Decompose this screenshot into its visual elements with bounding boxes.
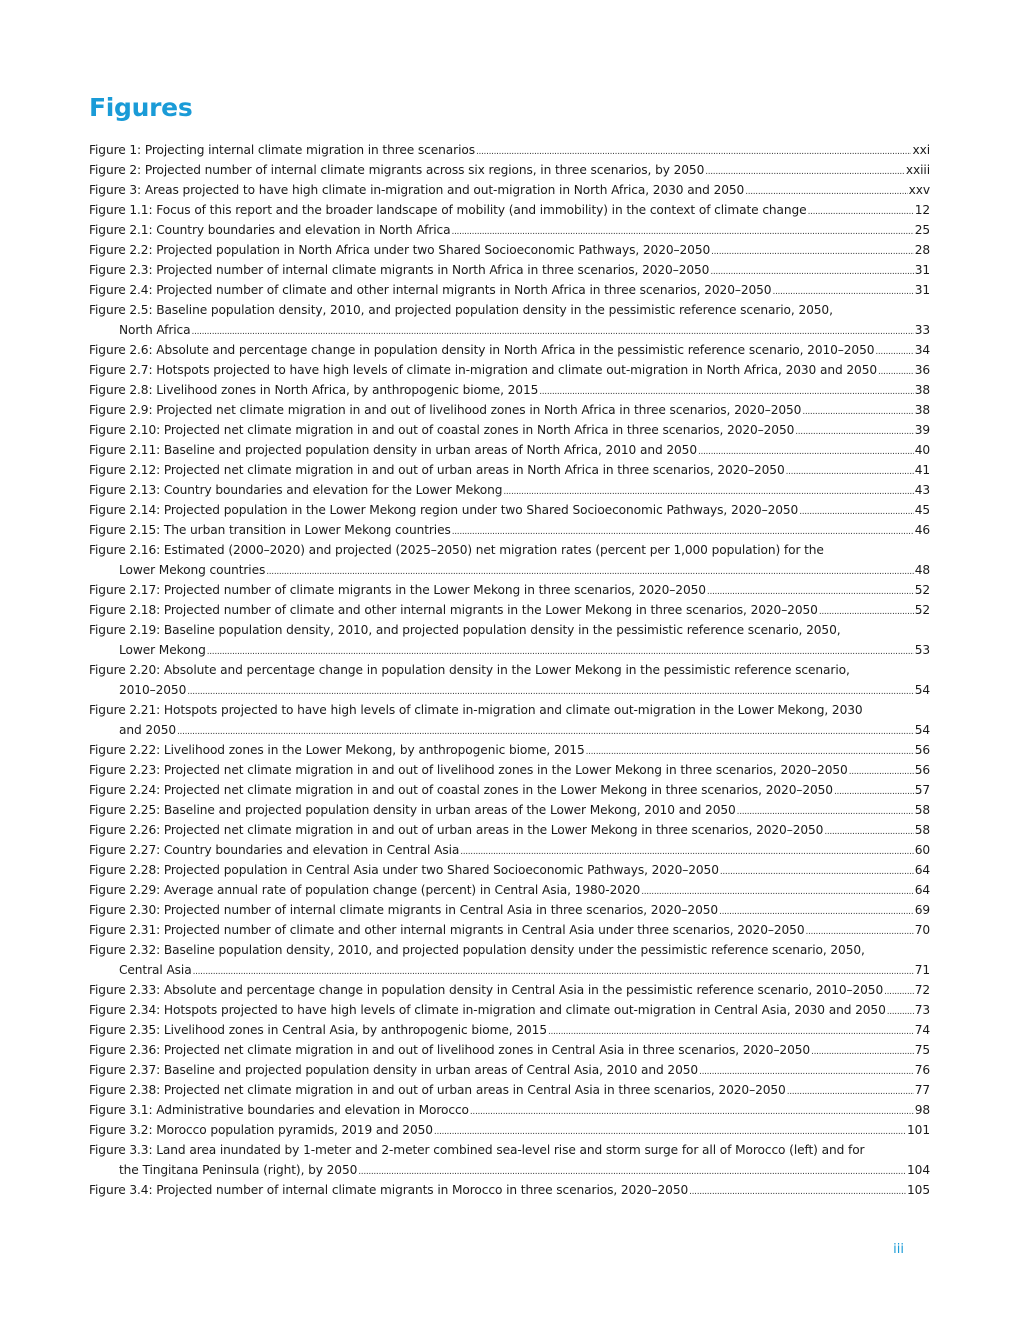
- dot-leader: [434, 1120, 906, 1142]
- figure-page-number: 36: [914, 363, 930, 377]
- figure-entry[interactable]: [89, 1040, 930, 1060]
- figure-entry[interactable]: [89, 300, 930, 340]
- figure-title: Figure 2.26: Projected net climate migration in and out of urban areas in the Lower Mekong in three scenarios, 2020–2050: [89, 823, 824, 837]
- dot-leader: [539, 380, 913, 402]
- figure-entry[interactable]: [89, 260, 930, 280]
- dot-leader: [193, 960, 914, 982]
- figure-title: Figure 2.31: Projected number of climate and other internal migrants in Central Asia under three scenarios, 2020–2050: [89, 923, 805, 937]
- dot-leader: [795, 420, 913, 442]
- figure-title: Figure 2.14: Projected population in the Lower Mekong region under two Shared Socioeconomic Pathways, 2020–2050: [89, 503, 799, 517]
- figure-page-number: xxi: [912, 143, 930, 157]
- figure-title: Figure 1.1: Focus of this report and the broader landscape of mobility (and immobility) in the context of climate change: [89, 203, 807, 217]
- figure-title: Figure 3.3: Land area inundated by 1-meter and 2-meter combined sea-level rise and storm surge for all of Morocco (left) and for: [89, 1143, 865, 1157]
- figure-entry[interactable]: [89, 920, 930, 940]
- figure-page-number: 76: [914, 1063, 930, 1077]
- figure-title: Lower Mekong: [119, 643, 206, 657]
- dot-leader: [802, 400, 913, 422]
- figure-entry[interactable]: [89, 880, 930, 900]
- figure-entry[interactable]: [89, 1000, 930, 1020]
- figure-page-number: 64: [914, 883, 930, 897]
- figure-entry[interactable]: [89, 1020, 930, 1040]
- figure-page-number: 33: [914, 323, 930, 337]
- figure-title: Figure 2.38: Projected net climate migration in and out of urban areas in Central Asia in three scenarios, 2020–2050: [89, 1083, 786, 1097]
- dot-leader: [887, 1000, 914, 1022]
- figure-page-number: 64: [914, 863, 930, 877]
- figure-page-number: 38: [914, 403, 930, 417]
- dot-leader: [460, 840, 913, 862]
- dot-leader: [772, 280, 913, 302]
- figure-title: Figure 2.11: Baseline and projected population density in urban areas of North Africa, 2010 and 2050: [89, 443, 697, 457]
- figure-title: Figure 3.1: Administrative boundaries and elevation in Morocco: [89, 1103, 469, 1117]
- dot-leader: [849, 760, 914, 782]
- figure-title: Figure 2.25: Baseline and projected population density in urban areas of the Lower Mekong, 2010 and 2050: [89, 803, 736, 817]
- figure-title: Figure 2.19: Baseline population density, 2010, and projected population density in the pessimistic reference scenario, 2050,: [89, 623, 841, 637]
- dot-leader: [884, 980, 914, 1002]
- figure-page-number: 75: [914, 1043, 930, 1057]
- figure-title: Figure 3.2: Morocco population pyramids, 2019 and 2050: [89, 1123, 433, 1137]
- figure-entry[interactable]: [89, 660, 930, 700]
- figure-title: Figure 2.16: Estimated (2000–2020) and projected (2025–2050) net migration rates (percent per 1,000 population) for the: [89, 543, 824, 557]
- figure-title: Figure 2.32: Baseline population density, 2010, and projected population density under the pessimistic reference scenario, 2050,: [89, 943, 865, 957]
- figure-entry[interactable]: [89, 220, 930, 240]
- figure-page-number: 72: [914, 983, 930, 997]
- dot-leader: [207, 640, 914, 662]
- figure-page-number: 98: [914, 1103, 930, 1117]
- figure-entry[interactable]: [89, 200, 930, 220]
- figure-page-number: 104: [907, 1163, 930, 1177]
- dot-leader: [503, 480, 913, 502]
- figure-entry[interactable]: [89, 500, 930, 520]
- figure-page-number: 12: [914, 203, 930, 217]
- figure-entry[interactable]: [89, 280, 930, 300]
- figure-page-number: 54: [914, 683, 930, 697]
- figure-title: Figure 2.20: Absolute and percentage change in population density in the Lower Mekong in the pessimistic reference scenario,: [89, 663, 850, 677]
- figure-title: Figure 2.7: Hotspots projected to have high levels of climate in-migration and climate out-migration in North Africa, 2030 and 2050: [89, 363, 878, 377]
- figure-page-number: 39: [914, 423, 930, 437]
- figure-title: Figure 2.21: Hotspots projected to have high levels of climate in-migration and climate out-migration in the Lower Mekong, 2030: [89, 703, 863, 717]
- dot-leader: [266, 560, 913, 582]
- figure-page-number: 101: [907, 1123, 930, 1137]
- figure-title: Figure 3: Areas projected to have high climate in-migration and out-migration in North Africa, 2030 and 2050: [89, 183, 745, 197]
- figure-page-number: 54: [914, 723, 930, 737]
- figure-title: Figure 1: Projecting internal climate migration in three scenarios: [89, 143, 475, 157]
- figure-entry[interactable]: [89, 460, 930, 480]
- figure-title: Figure 2.34: Hotspots projected to have high levels of climate in-migration and climate out-migration in Central Asia, 2030 and 2050: [89, 1003, 886, 1017]
- figure-title: Figure 3.4: Projected number of internal climate migrants in Morocco in three scenarios, 2020–2050: [89, 1183, 689, 1197]
- figure-entry[interactable]: [89, 160, 930, 180]
- dot-leader: [745, 180, 907, 202]
- page-number: iii: [893, 1242, 904, 1257]
- dot-leader: [811, 1040, 914, 1062]
- figure-entry[interactable]: [89, 480, 930, 500]
- figure-title: Figure 2.2: Projected population in North Africa under two Shared Socioeconomic Pathways, 2020–2050: [89, 243, 711, 257]
- dot-leader: [819, 600, 914, 622]
- figure-page-number: xxiii: [905, 163, 930, 177]
- figure-title: Figure 2.36: Projected net climate migration in and out of livelihood zones in Central Asia in three scenarios, 2020–2050: [89, 1043, 811, 1057]
- figure-entry[interactable]: [89, 620, 930, 660]
- figure-entry[interactable]: [89, 1060, 930, 1080]
- figure-title: Figure 2.22: Livelihood zones in the Lower Mekong, by anthropogenic biome, 2015: [89, 743, 585, 757]
- figure-title: Central Asia: [119, 963, 192, 977]
- dot-leader: [187, 680, 913, 702]
- figure-entry[interactable]: [89, 400, 930, 420]
- dot-leader: [192, 320, 914, 342]
- figure-title: 2010–2050: [119, 683, 187, 697]
- figure-title: Figure 2.18: Projected number of climate and other internal migrants in the Lower Mekong in three scenarios, 2020–2050: [89, 603, 818, 617]
- dot-leader: [177, 720, 914, 742]
- figure-page-number: 73: [914, 1003, 930, 1017]
- figure-entry[interactable]: [89, 240, 930, 260]
- figure-page-number: 40: [914, 443, 930, 457]
- figure-page-number: 34: [914, 343, 930, 357]
- figure-title: Figure 2.30: Projected number of internal climate migrants in Central Asia in three scenarios, 2020–2050: [89, 903, 719, 917]
- dot-leader: [641, 880, 913, 902]
- figure-entry[interactable]: [89, 780, 930, 800]
- figure-page-number: 38: [914, 383, 930, 397]
- figure-entry[interactable]: [89, 940, 930, 980]
- figure-title: Figure 2.9: Projected net climate migration in and out of livelihood zones in North Africa in three scenarios, 2020–2050: [89, 403, 802, 417]
- dot-leader: [470, 1100, 914, 1122]
- figure-entry[interactable]: [89, 540, 930, 580]
- dot-leader: [711, 240, 914, 262]
- figure-page-number: 48: [914, 563, 930, 577]
- figure-entry[interactable]: [89, 1120, 930, 1140]
- figure-entry[interactable]: [89, 980, 930, 1000]
- dot-leader: [452, 520, 914, 542]
- figure-entry[interactable]: [89, 820, 930, 840]
- figure-title: Figure 2.33: Absolute and percentage change in population density in Central Asia in the pessimistic reference scenario, 2010–2050: [89, 983, 884, 997]
- figure-title: Figure 2.27: Country boundaries and elevation in Central Asia: [89, 843, 460, 857]
- figure-entry[interactable]: [89, 140, 930, 160]
- figure-entry[interactable]: [89, 520, 930, 540]
- dot-leader: [808, 200, 914, 222]
- figure-page-number: 56: [914, 743, 930, 757]
- figure-page-number: 28: [914, 243, 930, 257]
- figure-page-number: 69: [914, 903, 930, 917]
- dot-leader: [586, 740, 914, 762]
- figure-entry[interactable]: [89, 180, 930, 200]
- dot-leader: [452, 220, 914, 242]
- figure-page-number: 77: [914, 1083, 930, 1097]
- figure-entry[interactable]: [89, 800, 930, 820]
- figure-page-number: 43: [914, 483, 930, 497]
- figure-page-number: 53: [914, 643, 930, 657]
- figure-entry[interactable]: [89, 340, 930, 360]
- figure-page-number: 58: [914, 823, 930, 837]
- dot-leader: [737, 800, 914, 822]
- figure-page-number: 41: [914, 463, 930, 477]
- figure-title: Figure 2.24: Projected net climate migration in and out of coastal zones in the Lower Mekong in three scenarios, 2020–2050: [89, 783, 833, 797]
- figure-title: Figure 2.13: Country boundaries and elevation for the Lower Mekong: [89, 483, 503, 497]
- dot-leader: [705, 160, 905, 182]
- figure-entry[interactable]: [89, 1100, 930, 1120]
- dot-leader: [799, 500, 913, 522]
- figure-page-number: 46: [914, 523, 930, 537]
- dot-leader: [824, 820, 913, 842]
- figures-list: [89, 140, 930, 1200]
- figure-page-number: xxv: [908, 183, 930, 197]
- dot-leader: [786, 460, 914, 482]
- figure-page-number: 52: [914, 603, 930, 617]
- dot-leader: [787, 1080, 914, 1102]
- figure-title: Figure 2.12: Projected net climate migration in and out of urban areas in North Africa in three scenarios, 2020–2050: [89, 463, 785, 477]
- dot-leader: [834, 780, 914, 802]
- figure-page-number: 52: [914, 583, 930, 597]
- figure-page-number: 105: [907, 1183, 930, 1197]
- figure-page-number: 58: [914, 803, 930, 817]
- figure-title: and 2050: [119, 723, 177, 737]
- dot-leader: [707, 580, 914, 602]
- figure-title: North Africa: [119, 323, 191, 337]
- figure-page-number: 74: [914, 1023, 930, 1037]
- figure-entry[interactable]: [89, 840, 930, 860]
- figure-page-number: 56: [914, 763, 930, 777]
- figure-entry[interactable]: [89, 860, 930, 880]
- dot-leader: [698, 440, 914, 462]
- dot-leader: [878, 360, 914, 382]
- figure-entry[interactable]: [89, 1080, 930, 1100]
- figure-title: Figure 2.10: Projected net climate migration in and out of coastal zones in North Africa in three scenarios, 2020–2050: [89, 423, 795, 437]
- page-title: Figures: [89, 93, 193, 122]
- dot-leader: [699, 1060, 914, 1082]
- figure-entry[interactable]: [89, 580, 930, 600]
- figure-title: Figure 2.35: Livelihood zones in Central Asia, by anthropogenic biome, 2015: [89, 1023, 547, 1037]
- dot-leader: [719, 900, 914, 922]
- figure-entry[interactable]: [89, 740, 930, 760]
- figure-page-number: 60: [914, 843, 930, 857]
- figure-entry[interactable]: [89, 380, 930, 400]
- figure-title: Figure 2.4: Projected number of climate and other internal migrants in North Africa in three scenarios, 2020–2050: [89, 283, 772, 297]
- figure-title: Figure 2.5: Baseline population density, 2010, and projected population density in the pessimistic reference scenario, 2050,: [89, 303, 833, 317]
- figure-title: Figure 2.3: Projected number of internal climate migrants in North Africa in three scenarios, 2020–2050: [89, 263, 710, 277]
- dot-leader: [476, 140, 912, 162]
- figure-title: Figure 2.23: Projected net climate migration in and out of livelihood zones in the Lower Mekong in three scenarios, 2020–2050: [89, 763, 848, 777]
- figure-title: Figure 2.28: Projected population in Central Asia under two Shared Socioeconomic Pathways, 2020–2050: [89, 863, 719, 877]
- figure-page-number: 45: [914, 503, 930, 517]
- figure-title: Figure 2.8: Livelihood zones in North Africa, by anthropogenic biome, 2015: [89, 383, 539, 397]
- figure-title: Figure 2: Projected number of internal climate migrants across six regions, in three scenarios, by 2050: [89, 163, 705, 177]
- figure-title: Figure 2.29: Average annual rate of population change (percent) in Central Asia, 1980-2020: [89, 883, 641, 897]
- dot-leader: [548, 1020, 914, 1042]
- figure-title: Figure 2.37: Baseline and projected population density in urban areas of Central Asia, 2010 and 2050: [89, 1063, 699, 1077]
- figure-page-number: 31: [914, 283, 930, 297]
- figure-entry[interactable]: [89, 760, 930, 780]
- figure-entry[interactable]: [89, 1180, 930, 1200]
- dot-leader: [358, 1160, 906, 1182]
- figure-page-number: 71: [914, 963, 930, 977]
- figure-title: Figure 2.17: Projected number of climate migrants in the Lower Mekong in three scenarios, 2020–2050: [89, 583, 706, 597]
- figure-entry[interactable]: [89, 360, 930, 380]
- figure-entry[interactable]: [89, 440, 930, 460]
- dot-leader: [875, 340, 913, 362]
- figure-entry[interactable]: [89, 900, 930, 920]
- figure-entry[interactable]: [89, 1140, 930, 1180]
- figure-title: Figure 2.1: Country boundaries and elevation in North Africa: [89, 223, 451, 237]
- dot-leader: [720, 860, 914, 882]
- dot-leader: [805, 920, 913, 942]
- figure-title: Lower Mekong countries: [119, 563, 266, 577]
- figure-page-number: 31: [914, 263, 930, 277]
- figure-page-number: 70: [914, 923, 930, 937]
- dot-leader: [689, 1180, 906, 1202]
- figure-title: Figure 2.6: Absolute and percentage change in population density in North Africa in the pessimistic reference scenario, 2010–2050: [89, 343, 875, 357]
- figure-page-number: 57: [914, 783, 930, 797]
- figure-title: Figure 2.15: The urban transition in Lower Mekong countries: [89, 523, 451, 537]
- figure-entry[interactable]: [89, 600, 930, 620]
- figure-entry[interactable]: [89, 420, 930, 440]
- figure-title: the Tingitana Peninsula (right), by 2050: [119, 1163, 358, 1177]
- figure-page-number: 25: [914, 223, 930, 237]
- dot-leader: [710, 260, 913, 282]
- figure-entry[interactable]: [89, 700, 930, 740]
